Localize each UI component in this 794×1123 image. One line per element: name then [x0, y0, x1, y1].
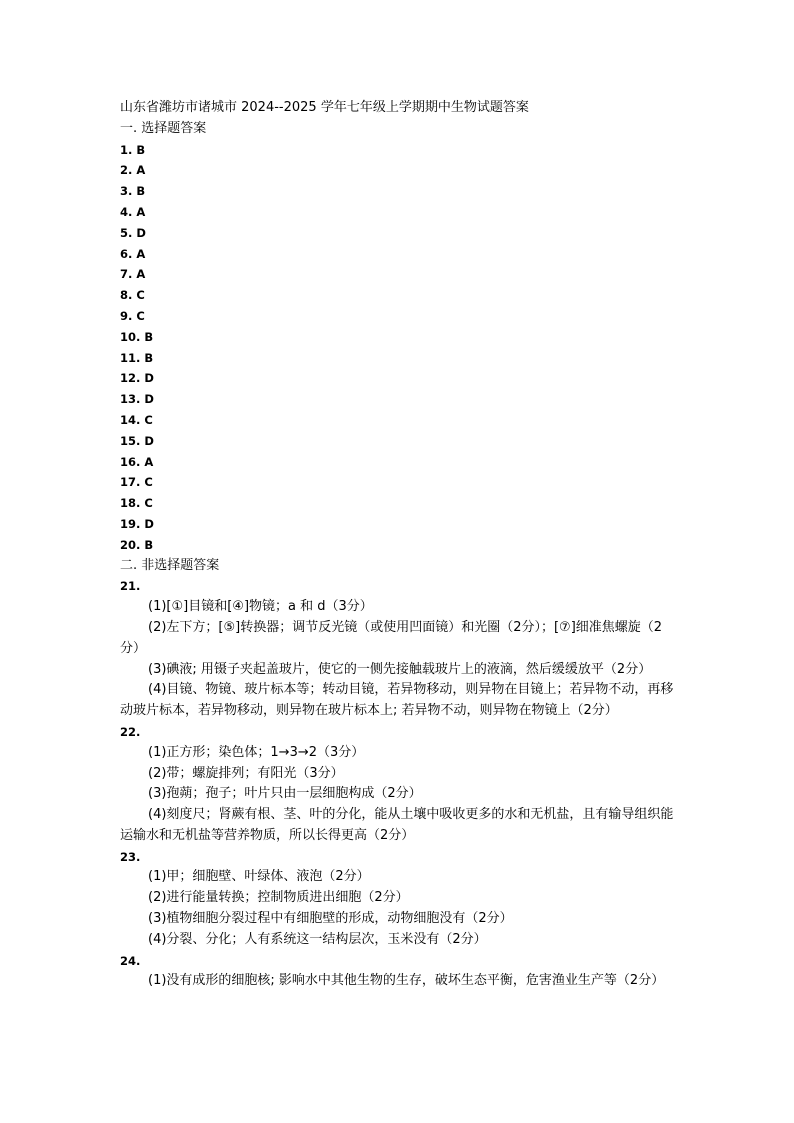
choice-answer: 9. C — [120, 308, 145, 323]
section-heading-nonchoice: 二. 非选择题答案 — [120, 557, 220, 573]
choice-answer: 19. D — [120, 516, 154, 531]
choice-answer: 14. C — [120, 412, 153, 427]
choice-answer: 7. A — [120, 267, 146, 282]
question-22 — [120, 722, 680, 847]
question-part: (4)分裂、分化；人有系统这一结构层次，玉米没有（2分） — [148, 931, 487, 947]
question-21 — [120, 576, 680, 722]
choice-answer: 17. C — [120, 475, 153, 490]
choice-answer: 2. A — [120, 163, 146, 178]
choice-answer-list — [120, 140, 680, 556]
question-part: (4)目镜、物镜、玻片标本等；转动目镜，若异物移动，则异物在目镜上；若异物不动，再移动玻片标本，若异物移动，则异物在玻片标本上; 若异物不动，则异物在物镜上（2分） — [120, 682, 674, 719]
question-part: (2)进行能量转换；控制物质进出细胞（2分） — [148, 890, 409, 906]
choice-answer: 3. B — [120, 184, 146, 199]
choice-answer: 8. C — [120, 288, 145, 303]
question-part: (1)[①]目镜和[④]物镜；a 和 d（3分） — [148, 599, 373, 615]
question-part: (3)植物细胞分裂过程中有细胞壁的形成，动物细胞没有（2分） — [148, 911, 513, 927]
question-23 — [120, 847, 680, 951]
question-part: (2)带；螺旋排列；有阳光（3分） — [148, 765, 344, 781]
choice-answer: 5. D — [120, 225, 146, 240]
choice-answer: 18. C — [120, 496, 153, 511]
choice-answer: 6. A — [120, 246, 146, 261]
choice-answer: 12. D — [120, 371, 154, 386]
choice-answer: 10. B — [120, 329, 154, 344]
answer-key-content — [120, 98, 680, 992]
question-part: (1)没有成形的细胞核; 影响水中其他生物的生存，破坏生态平衡，危害渔业生产等（2分） — [148, 973, 665, 989]
question-number: 21. — [120, 579, 141, 594]
question-part: (4)刻度尺；肾蕨有根、茎、叶的分化，能从土壤中吸收更多的水和无机盐，且有输导组织能运输水和无机盐等营养物质，所以长得更高（2分） — [120, 807, 674, 843]
question-part: (2)左下方；[⑤]转换器；调节反光镜（或使用凹面镜）和光圈（2分）；[⑦]细准焦螺旋（2分） — [120, 619, 663, 656]
choice-answer: 15. D — [120, 433, 154, 448]
question-part: (3)碘液; 用镊子夹起盖玻片，使它的一侧先接触载玻片上的液滴，然后缓缓放平（2分） — [148, 661, 652, 677]
choice-answer: 20. B — [120, 537, 154, 552]
question-number: 22. — [120, 724, 141, 739]
question-number: 24. — [120, 953, 141, 968]
question-part: (1)正方形；染色体；1→3→2（3分） — [148, 744, 365, 760]
choice-answer: 1. B — [120, 142, 146, 157]
document-title: 山东省潍坊市诸城市 2024--2025 学年七年级上学期期中生物试题答案 — [120, 100, 529, 115]
choice-answer: 11. B — [120, 350, 154, 365]
question-part: (1)甲；细胞壁、叶绿体、液泡（2分） — [148, 869, 370, 885]
choice-answer: 16. A — [120, 454, 154, 469]
section-heading-choice: 一. 选择题答案 — [120, 120, 207, 136]
question-24 — [120, 951, 680, 993]
question-part: (3)孢蒴；孢子；叶片只由一层细胞构成（2分） — [148, 786, 422, 802]
question-number: 23. — [120, 849, 141, 864]
choice-answer: 4. A — [120, 204, 146, 219]
choice-answer: 13. D — [120, 392, 154, 407]
